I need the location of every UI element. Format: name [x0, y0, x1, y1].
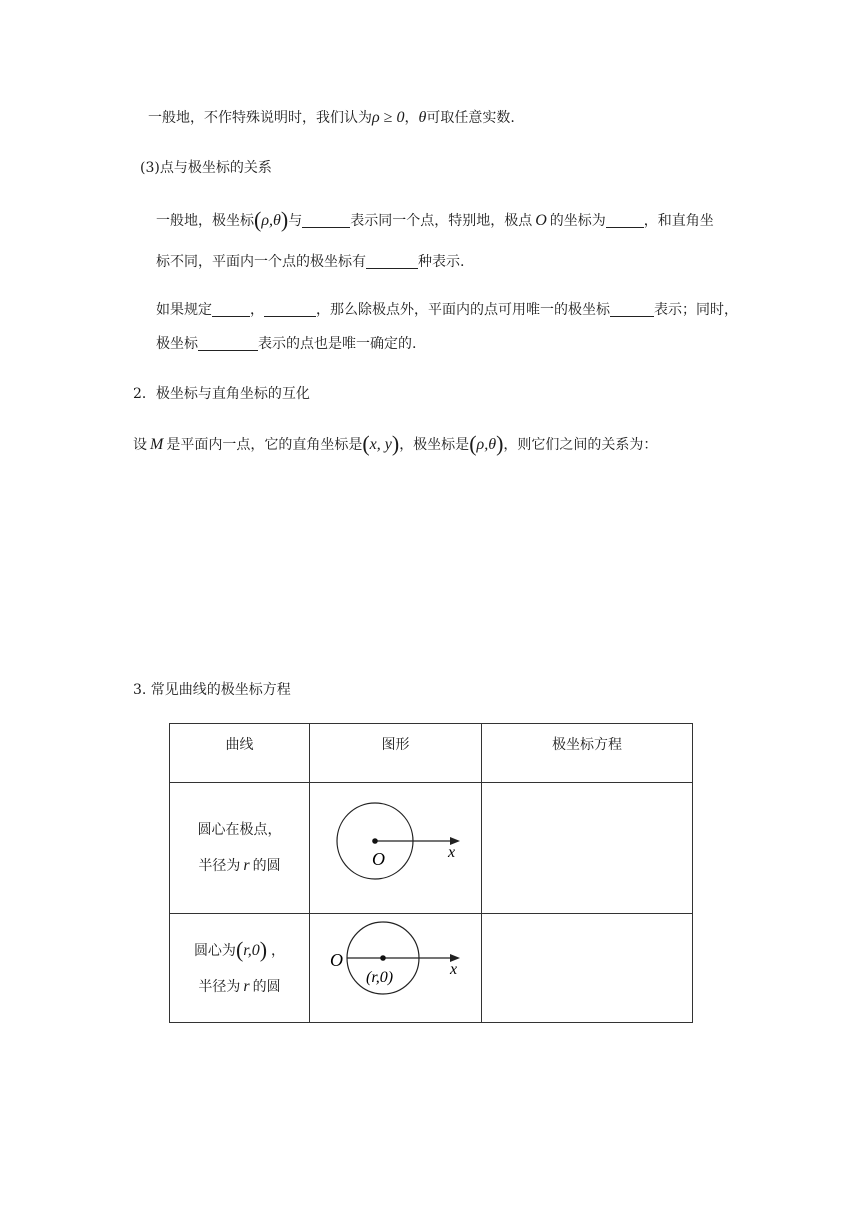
paragraph-uniqueness-line1: [156, 300, 738, 320]
label-center-r0: (r,0): [366, 969, 394, 986]
label-O: O: [330, 950, 343, 970]
circle-centered-at-pole-figure: [310, 783, 482, 909]
paragraph-uniqueness-line2: [156, 334, 416, 354]
paren: (: [469, 431, 477, 456]
text: 如果规定: [156, 302, 212, 318]
paren: ): [391, 431, 400, 456]
math-r-0: r,0: [243, 941, 260, 959]
text: 可取任意实数.: [426, 110, 515, 126]
table-header-row: [170, 724, 693, 783]
math-r: r: [243, 857, 250, 874]
text: 极坐标: [156, 336, 198, 352]
fill-blank[interactable]: [264, 301, 316, 317]
fill-blank[interactable]: [212, 301, 250, 317]
paren: (: [362, 431, 370, 456]
fill-blank[interactable]: [302, 212, 350, 228]
header-curve: 曲线: [170, 724, 310, 783]
subsection-heading-point-polar: (3)点与极坐标的关系: [140, 160, 272, 176]
figure-cell: [310, 914, 482, 1023]
section-heading-curves: 3. 常见曲线的极坐标方程: [133, 682, 291, 698]
text: 是平面内一点，它的直角坐标是: [166, 437, 363, 453]
text: 表示；同时，: [654, 302, 738, 318]
text: 圆心为: [193, 942, 236, 959]
paragraph-point-relation-line1: [156, 207, 714, 232]
math-rho-theta: ρ,θ: [261, 212, 281, 229]
center-dot: [380, 955, 386, 961]
label-O: O: [372, 849, 385, 869]
fill-blank[interactable]: [610, 301, 654, 317]
text: 半径为: [198, 978, 241, 995]
math-rho-theta: ρ,θ: [476, 436, 497, 453]
paren: (: [254, 207, 262, 232]
math-rho-nonneg: ρ ≥ 0: [372, 109, 405, 126]
equation-cell[interactable]: [482, 914, 693, 1023]
section-heading-conversion: 2．极坐标与直角坐标的互化: [133, 386, 310, 402]
math-x-y: x, y: [369, 436, 392, 453]
text: 一般地，极坐标: [156, 213, 254, 229]
text: 一般地，不作特殊说明时，我们认为: [148, 110, 372, 126]
math-pole-O: O: [535, 212, 547, 229]
text: 设: [133, 437, 147, 453]
table-row: [170, 914, 693, 1023]
text: 的坐标为: [549, 213, 606, 229]
label-x: x: [450, 961, 458, 978]
text: 圆心在极点，: [197, 822, 282, 838]
circle-centered-at-r0-figure: [310, 914, 482, 1018]
text: ，极坐标是: [399, 437, 470, 453]
text: 表示同一个点，特别地，极点: [350, 213, 533, 229]
label-x: x: [448, 844, 456, 861]
math-r: r: [243, 977, 250, 995]
text: ，: [271, 942, 286, 959]
curve-description: [170, 914, 310, 1023]
math-theta: θ: [418, 109, 427, 126]
pole-dot: [372, 838, 378, 844]
text: 种表示.: [418, 254, 465, 270]
figure-cell: [310, 783, 482, 914]
text: 表示的点也是唯一确定的.: [258, 336, 417, 352]
text: ，那么除极点外，平面内的点可用唯一的极坐标: [316, 302, 610, 318]
text: ，: [250, 302, 264, 318]
paren: ): [280, 207, 289, 232]
fill-blank[interactable]: [366, 253, 418, 269]
text: ，则它们之间的关系为：: [503, 437, 658, 453]
curve-description: [170, 783, 310, 914]
paragraph-conversion: [133, 431, 658, 456]
text: 与: [288, 213, 303, 229]
curves-table: [169, 723, 693, 1023]
text: 的圆: [252, 858, 281, 874]
paren: ): [496, 431, 504, 456]
paren: (: [235, 936, 244, 962]
paragraph-rho-condition: [148, 108, 515, 128]
paragraph-point-relation-line2: [156, 252, 464, 272]
table-row: [170, 783, 693, 914]
paren: ): [259, 936, 268, 962]
text: 标不同，平面内一个点的极坐标有: [156, 254, 366, 270]
header-equation: 极坐标方程: [482, 724, 693, 783]
text: 的圆: [252, 978, 281, 995]
fill-blank[interactable]: [198, 335, 258, 351]
header-figure: 图形: [310, 724, 482, 783]
fill-blank[interactable]: [606, 212, 644, 228]
text: 半径为: [198, 858, 241, 874]
text: ，: [404, 110, 419, 126]
text: ，和直角坐: [643, 213, 714, 229]
equation-cell[interactable]: [482, 783, 693, 914]
math-M: M: [150, 436, 164, 453]
